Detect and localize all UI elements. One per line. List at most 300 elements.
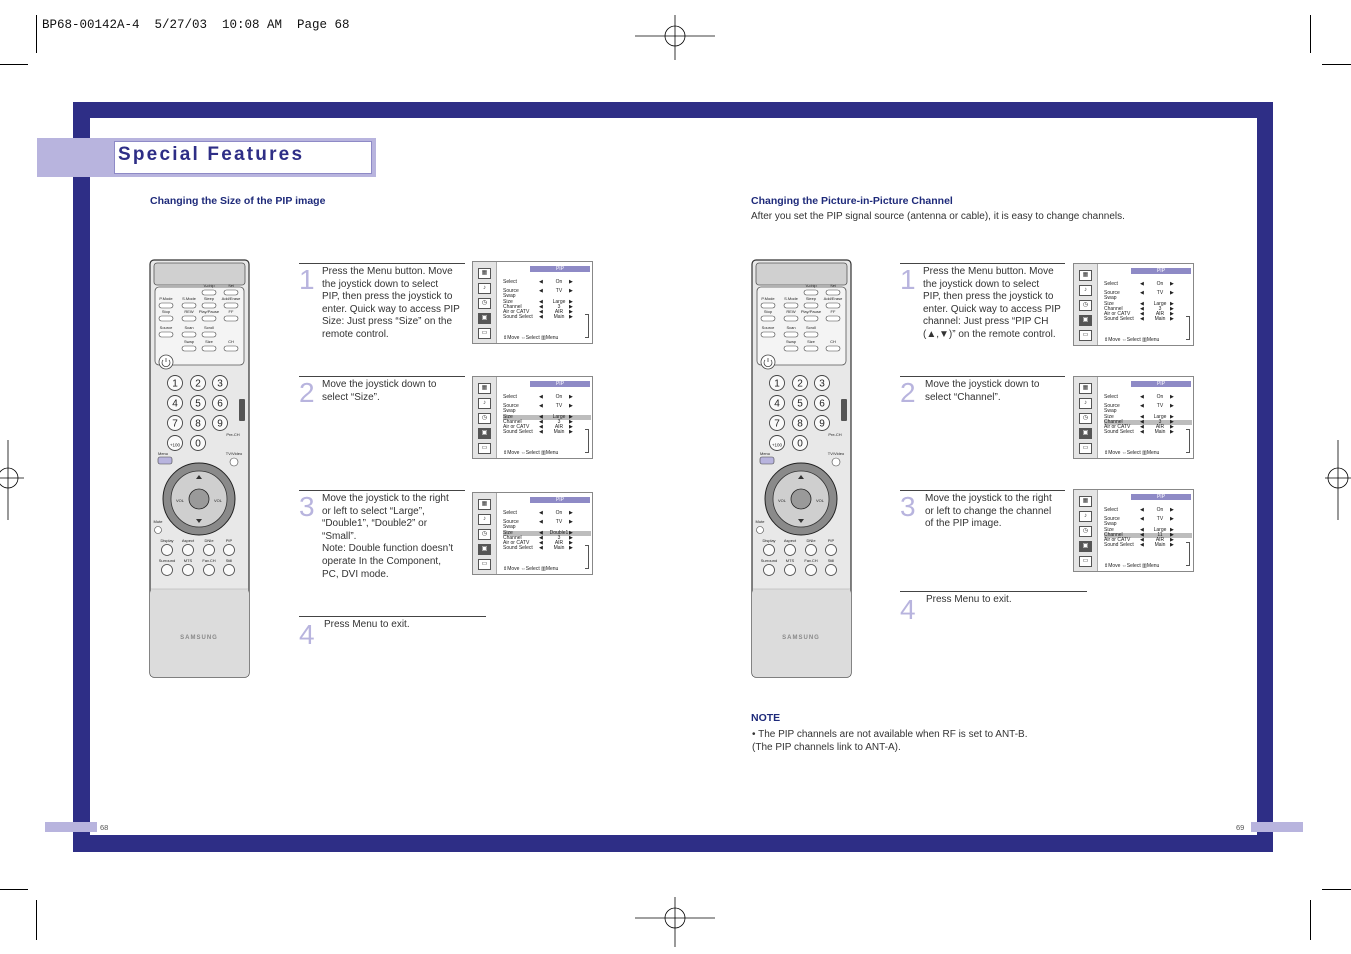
remote-label: Sleep — [805, 296, 817, 301]
remote-label: Stop — [161, 309, 171, 314]
remote-button — [182, 303, 196, 308]
menu-row: Channel ◀ 3 ▶ — [503, 418, 573, 425]
remote-label: Still — [827, 558, 835, 563]
remote-button — [202, 346, 216, 351]
registration-mark-right — [1325, 440, 1351, 520]
menu-row-label: Sound Select — [1104, 542, 1134, 549]
remote-button — [224, 565, 235, 576]
menu-row-label: Air or CATV — [503, 539, 530, 546]
pip-icon: ▣ — [1079, 315, 1092, 326]
menu-bracket — [585, 314, 589, 338]
menu-row-label: Size — [503, 298, 513, 305]
step-text: Press Menu to exit. — [324, 619, 410, 630]
remote-button — [182, 346, 196, 351]
digit-label: 2 — [195, 378, 201, 390]
menu-row-label: Select — [503, 279, 517, 285]
right-step-4 — [900, 591, 1087, 625]
pip-icon: ▣ — [478, 313, 491, 324]
digit-label: 7 — [172, 418, 178, 430]
menu-row: Channel ◀ 3 ▶ — [503, 534, 573, 541]
remote-button — [183, 545, 194, 556]
picture-icon: ▦ — [478, 499, 491, 510]
remote-label: FF — [830, 309, 836, 314]
menu-row-label: Size — [1104, 413, 1114, 420]
digit-label: 2 — [797, 378, 803, 390]
left-step-1 — [299, 263, 465, 343]
menu-row-label: Select — [1104, 507, 1118, 513]
remote-label: PIP — [225, 538, 233, 543]
menu-row: Channel ◀ 3 ▶ — [1104, 305, 1174, 312]
pip-icon: ▣ — [1079, 428, 1092, 439]
menu-row-value: 11 — [1157, 531, 1163, 538]
remote-label: VOL — [815, 498, 825, 503]
menu-row-value: Large — [1153, 300, 1167, 307]
pip-menu-screen — [472, 261, 593, 344]
remote-label: Size — [807, 339, 815, 344]
menu-bracket — [585, 429, 589, 453]
step-text: Move the joystick to the right or left to select “Large”, “Double1”, “Double2” or “Small”. Note: Double function doesn’t operate In the Component, PC, DVI mode. — [322, 493, 454, 580]
step-text: Move the joystick to the right or left to change the channel of the PIP image. — [925, 493, 1052, 530]
remote-button — [784, 316, 798, 321]
remote-button — [159, 332, 173, 337]
menu-row: Air or CATV ◀ AIR ▶ — [1104, 423, 1174, 430]
menu-row: Sound Select ◀ Main ▶ — [1104, 429, 1174, 436]
menu-row-value: AIR — [554, 539, 564, 546]
menu-row-value: AIR — [1155, 423, 1165, 430]
remote-button — [204, 565, 215, 576]
remote-label: Scan — [786, 325, 796, 330]
page-tab-left — [45, 822, 97, 832]
left-step-4 — [299, 616, 486, 650]
menu-row-label: Sound Select — [503, 545, 533, 552]
remote-label: Play/Pause — [198, 309, 220, 314]
menu-row-value: On — [1156, 507, 1164, 513]
step-text: Move the joystick down to select “Size”. — [322, 379, 437, 403]
menu-row-value: Large — [552, 298, 566, 305]
menu-rows — [503, 395, 591, 435]
remote-button — [224, 316, 238, 321]
setup-icon: ◷ — [1079, 413, 1092, 424]
digit-label: 7 — [774, 418, 780, 430]
menu-icon-bar — [473, 377, 497, 458]
remote-label: V-chip — [203, 283, 215, 288]
menu-tab-label: PIP — [530, 266, 590, 272]
registration-mark-top — [635, 15, 715, 60]
menu-row: Sound Select ◀ Main ▶ — [1104, 542, 1174, 549]
page-title: Special Features — [118, 144, 305, 165]
menu-rows — [503, 280, 591, 320]
menu-button — [760, 457, 774, 464]
menu-row: Source ◀ TV ▶ — [503, 288, 573, 295]
remote-button — [761, 303, 775, 308]
menu-button — [158, 457, 172, 464]
remote-label: DNIe — [806, 538, 816, 543]
remote-button — [202, 303, 216, 308]
menu-row-label: Size — [503, 413, 513, 420]
remote-button — [224, 346, 238, 351]
setup-icon: ◷ — [478, 298, 491, 309]
remote-button — [826, 565, 837, 576]
menu-row-value: Main — [1154, 316, 1166, 323]
remote-label: Sleep — [203, 296, 215, 301]
menu-row-value: Double1 — [549, 529, 569, 536]
remote-label: P.Mode — [159, 296, 173, 301]
menu-row-value: On — [555, 279, 563, 285]
pip-menu-screen — [1073, 376, 1194, 459]
remote-button — [804, 346, 818, 351]
remote-top-window — [756, 263, 847, 285]
remote-label: REW — [786, 309, 796, 314]
menu-row-value: Main — [1154, 542, 1166, 549]
remote-button — [826, 545, 837, 556]
remote-button — [761, 316, 775, 321]
menu-row: Air or CATV ◀ AIR ▶ — [503, 539, 573, 546]
remote-label: Fav.CH — [804, 558, 818, 563]
note-text: • The PIP channels are not available when RF is set to ANT-B. (The PIP channels link to ANT-A). — [752, 729, 1028, 753]
pip-icon: ▣ — [478, 544, 491, 555]
remote-button — [804, 316, 818, 321]
page-number-left: 68 — [100, 823, 109, 832]
remote-button — [826, 290, 840, 295]
remote-label: Menu — [157, 451, 169, 456]
remote-button — [162, 565, 173, 576]
menu-row-label: Select — [503, 510, 517, 516]
remote-label: P.Mode — [761, 296, 775, 301]
remote-button — [806, 565, 817, 576]
remote-button — [202, 316, 216, 321]
right-step-3 — [900, 490, 1065, 540]
menu-row: Select ◀ On ▶ — [1104, 281, 1174, 287]
remote-button — [806, 545, 817, 556]
joystick-center — [189, 489, 209, 509]
menu-row-value: TV — [1156, 516, 1164, 523]
menu-row-value: Main — [553, 314, 565, 321]
remote-label: Menu — [759, 451, 771, 456]
picture-icon: ▦ — [1079, 383, 1092, 394]
menu-tab-label: PIP — [1131, 494, 1191, 500]
remote-label: Scroll — [203, 325, 215, 330]
menu-bracket — [1186, 542, 1190, 566]
menu-row: Source ◀ TV ▶ — [503, 519, 573, 526]
menu-row: Size ◀ Large ▶ — [1104, 413, 1174, 420]
remote-label: Add/Erase — [221, 296, 241, 301]
menu-row-label: Swap — [1104, 295, 1117, 302]
menu-row-label: Air or CATV — [503, 308, 530, 315]
menu-row-value: On — [1156, 281, 1164, 287]
menu-row-value: TV — [1156, 290, 1164, 297]
remote-label: Swap — [183, 339, 195, 344]
menu-row: Size ◀ Large ▶ — [503, 415, 591, 420]
digit-label: 8 — [797, 418, 803, 430]
menu-icon-bar — [1074, 264, 1098, 345]
step-number: 4 — [900, 594, 916, 625]
registration-mark-bottom — [635, 897, 715, 947]
remote-label: TV/Video — [827, 451, 845, 456]
input-icon: ▭ — [1079, 556, 1092, 567]
menu-row-label: Source — [503, 288, 519, 295]
remote-button — [826, 346, 840, 351]
sound-icon: ♪ — [1079, 285, 1092, 296]
remote-label: VOL — [175, 498, 185, 503]
sound-icon: ♪ — [1079, 398, 1092, 409]
menu-icon-bar — [473, 262, 497, 343]
menu-row-value: TV — [555, 288, 563, 295]
remote-button — [784, 332, 798, 337]
menu-row-label: Air or CATV — [503, 423, 530, 430]
remote-button — [804, 290, 818, 295]
remote-button — [804, 332, 818, 337]
remote-label: Scroll — [805, 325, 817, 330]
menu-row-label: Channel — [1104, 305, 1123, 312]
mute-button — [155, 527, 162, 534]
remote-label: S.Mode — [784, 296, 798, 301]
menu-tab-label: PIP — [530, 497, 590, 503]
step-number: 4 — [299, 619, 315, 650]
left-step-2 — [299, 376, 465, 416]
remote-button — [159, 303, 173, 308]
menu-row-label: Air or CATV — [1104, 423, 1131, 430]
remote-label: FF — [228, 309, 234, 314]
menu-row-label: Swap — [503, 293, 516, 300]
remote-label: Source — [159, 325, 173, 330]
remote-button — [785, 545, 796, 556]
digit-label: +100 — [169, 442, 181, 448]
menu-row-label: Source — [503, 519, 519, 526]
picture-icon: ▦ — [1079, 270, 1092, 281]
menu-row-label: Size — [1104, 300, 1114, 307]
menu-row-value: TV — [555, 519, 563, 526]
menu-row: Size ◀ Large ▶ — [1104, 300, 1174, 307]
digit-label: 4 — [774, 398, 780, 410]
menu-row-value: AIR — [554, 308, 564, 315]
remote-label: VOL — [213, 498, 223, 503]
remote-button — [826, 316, 840, 321]
remote-button — [826, 303, 840, 308]
remote-label: S.Mode — [182, 296, 196, 301]
menu-row: Sound Select ◀ Main ▶ — [503, 429, 573, 436]
menu-rows — [1104, 508, 1192, 548]
menu-row-label: Sound Select — [1104, 429, 1134, 436]
menu-row-label: Sound Select — [503, 314, 533, 321]
remote-side-strip — [239, 399, 245, 421]
menu-row-label: Select — [503, 394, 517, 400]
menu-row: Size ◀ Double1 ▶ — [503, 531, 591, 536]
menu-row-value: AIR — [1155, 536, 1165, 543]
menu-row-value: Main — [553, 545, 565, 552]
menu-row-value: On — [555, 394, 563, 400]
menu-row-label: Source — [1104, 516, 1120, 523]
remote-label: Pre-CH — [226, 432, 240, 437]
menu-row-value: 3 — [1158, 305, 1162, 312]
print-slug: BP68-00142A-4 5/27/03 10:08 AM Page 68 — [42, 18, 350, 32]
digit-label: 3 — [819, 378, 825, 390]
menu-row-label: Source — [1104, 290, 1120, 297]
note-title: NOTE — [751, 712, 781, 724]
remote-label: Size — [205, 339, 213, 344]
menu-row: Channel ◀ 3 ▶ — [1104, 420, 1192, 425]
remote-side-strip — [841, 399, 847, 421]
remote-button — [764, 565, 775, 576]
pip-menu-screen — [1073, 489, 1194, 572]
menu-row-value: Large — [1153, 526, 1167, 533]
remote-label: Fav.CH — [202, 558, 216, 563]
menu-row-label: Swap — [503, 524, 516, 531]
digit-label: 1 — [774, 378, 780, 390]
menu-row-value: 3 — [557, 418, 561, 425]
remote-label: CH — [228, 339, 234, 344]
menu-footer: ⇕Move ⇔Select ▥Menu — [1104, 563, 1160, 569]
digit-label: 3 — [217, 378, 223, 390]
menu-rows — [1104, 395, 1192, 435]
remote-label: Swap — [785, 339, 797, 344]
menu-row-label: Source — [503, 403, 519, 410]
remote-label: Sel — [830, 283, 836, 288]
remote-button — [224, 303, 238, 308]
remote-button — [761, 332, 775, 337]
menu-row-label: Sound Select — [1104, 316, 1134, 323]
remote-label: MTS — [183, 558, 193, 563]
menu-icon-bar — [1074, 377, 1098, 458]
picture-icon: ▦ — [1079, 496, 1092, 507]
digit-label: 6 — [217, 398, 223, 410]
step-number: 2 — [900, 377, 916, 408]
remote-label: Add/Erase — [823, 296, 843, 301]
menu-row: Sound Select ◀ Main ▶ — [503, 314, 573, 321]
pip-menu-screen — [1073, 263, 1194, 346]
sound-icon: ♪ — [478, 514, 491, 525]
remote-label: DNIe — [204, 538, 214, 543]
remote-label: CH — [830, 339, 836, 344]
remote-label: PIP — [827, 538, 835, 543]
menu-row-value: 3 — [1158, 418, 1162, 425]
right-section-description: After you set the PIP signal source (antenna or cable), it is easy to change channels. — [751, 211, 1125, 222]
remote-button — [162, 545, 173, 556]
remote-control-illustration — [149, 259, 250, 678]
remote-control-illustration — [751, 259, 852, 678]
input-icon: ▭ — [478, 559, 491, 570]
remote-label: Sel — [228, 283, 234, 288]
remote-label: Display — [160, 538, 174, 543]
menu-row: Size ◀ Large ▶ — [1104, 526, 1174, 533]
menu-row: Select ◀ On ▶ — [503, 394, 573, 400]
remote-label: V-chip — [805, 283, 817, 288]
menu-icon-bar — [473, 493, 497, 574]
remote-button — [784, 303, 798, 308]
digit-label: 9 — [819, 418, 825, 430]
tv-video-button — [832, 458, 840, 466]
remote-label: Aspect — [783, 538, 797, 543]
menu-row: Source ◀ TV ▶ — [1104, 516, 1174, 523]
menu-row: Channel ◀ 3 ▶ — [503, 303, 573, 310]
menu-row-value: 3 — [557, 303, 561, 310]
digit-label: 8 — [195, 418, 201, 430]
digit-label: 5 — [195, 398, 201, 410]
menu-icon-bar — [1074, 490, 1098, 571]
remote-label: Source — [761, 325, 775, 330]
remote-button — [183, 565, 194, 576]
right-step-1 — [900, 263, 1065, 343]
step-text: Move the joystick down to select “Channel”. — [925, 379, 1040, 403]
page-tab-right — [1251, 822, 1303, 832]
registration-mark-left — [0, 440, 24, 520]
remote-button — [224, 290, 238, 295]
menu-row: Air or CATV ◀ AIR ▶ — [1104, 536, 1174, 543]
menu-row: Select ◀ On ▶ — [1104, 394, 1174, 400]
page-number-right: 69 — [1236, 823, 1245, 832]
pip-menu-screen — [472, 492, 593, 575]
setup-icon: ◷ — [478, 529, 491, 540]
digit-label: 1 — [172, 378, 178, 390]
remote-label: REW — [184, 309, 194, 314]
digit-label: 0 — [195, 438, 201, 450]
menu-row: Select ◀ On ▶ — [503, 279, 573, 285]
menu-row-value: On — [1156, 394, 1164, 400]
remote-button — [182, 332, 196, 337]
menu-bracket — [585, 545, 589, 569]
menu-row-value: TV — [555, 403, 563, 410]
menu-footer: ⇕Move ⇔Select ▥Menu — [1104, 450, 1160, 456]
remote-label: Still — [225, 558, 233, 563]
menu-row-label: Select — [1104, 394, 1118, 400]
step-text: Press the Menu button. Move the joystick down to select PIP, then press the joystick to enter. Quick way to access PIP Size: Just press “Size” on the remote control. — [322, 266, 460, 340]
menu-row: Sound Select ◀ Main ▶ — [1104, 316, 1174, 323]
sound-icon: ♪ — [1079, 511, 1092, 522]
menu-rows — [1104, 282, 1192, 322]
menu-row: Select ◀ On ▶ — [503, 510, 573, 516]
remote-button — [224, 545, 235, 556]
menu-row-label: Air or CATV — [1104, 536, 1131, 543]
setup-icon: ◷ — [1079, 526, 1092, 537]
remote-button — [159, 316, 173, 321]
menu-bracket — [1186, 429, 1190, 453]
remote-top-window — [154, 263, 245, 285]
remote-label: Stop — [763, 309, 773, 314]
remote-label: Pre-CH — [828, 432, 842, 437]
step-number: 2 — [299, 377, 315, 408]
menu-footer: ⇕Move ⇔Select ▥Menu — [503, 450, 559, 456]
menu-row-label: Size — [503, 529, 513, 536]
input-icon: ▭ — [478, 443, 491, 454]
step-text: Press Menu to exit. — [926, 594, 1012, 605]
menu-tab-label: PIP — [1131, 268, 1191, 274]
menu-row-label: Channel — [1104, 418, 1123, 425]
remote-label: TV/Video — [225, 451, 243, 456]
pip-menu-screen — [472, 376, 593, 459]
picture-icon: ▦ — [478, 383, 491, 394]
brand-logo: SAMSUNG — [782, 635, 820, 641]
menu-row: Source ◀ TV ▶ — [1104, 403, 1174, 410]
remote-button — [784, 346, 798, 351]
mute-button — [757, 527, 764, 534]
menu-row-value: Main — [1154, 429, 1166, 436]
setup-icon: ◷ — [478, 413, 491, 424]
menu-row: Air or CATV ◀ AIR ▶ — [1104, 310, 1174, 317]
digit-label: 6 — [819, 398, 825, 410]
menu-footer: ⇕Move ⇔Select ▥Menu — [503, 566, 559, 572]
remote-grip — [752, 589, 851, 677]
menu-row: Channel ◀ 11 ▶ — [1104, 533, 1192, 538]
tv-video-button — [230, 458, 238, 466]
menu-row-value: Large — [1153, 413, 1167, 420]
remote-button — [785, 565, 796, 576]
remote-label: Surround — [158, 558, 176, 563]
step-number: 3 — [900, 491, 916, 522]
menu-row-label: Channel — [503, 534, 522, 541]
menu-row-value: TV — [1156, 403, 1164, 410]
remote-grip — [150, 589, 249, 677]
menu-row-label: Sound Select — [503, 429, 533, 436]
picture-icon: ▦ — [478, 268, 491, 279]
